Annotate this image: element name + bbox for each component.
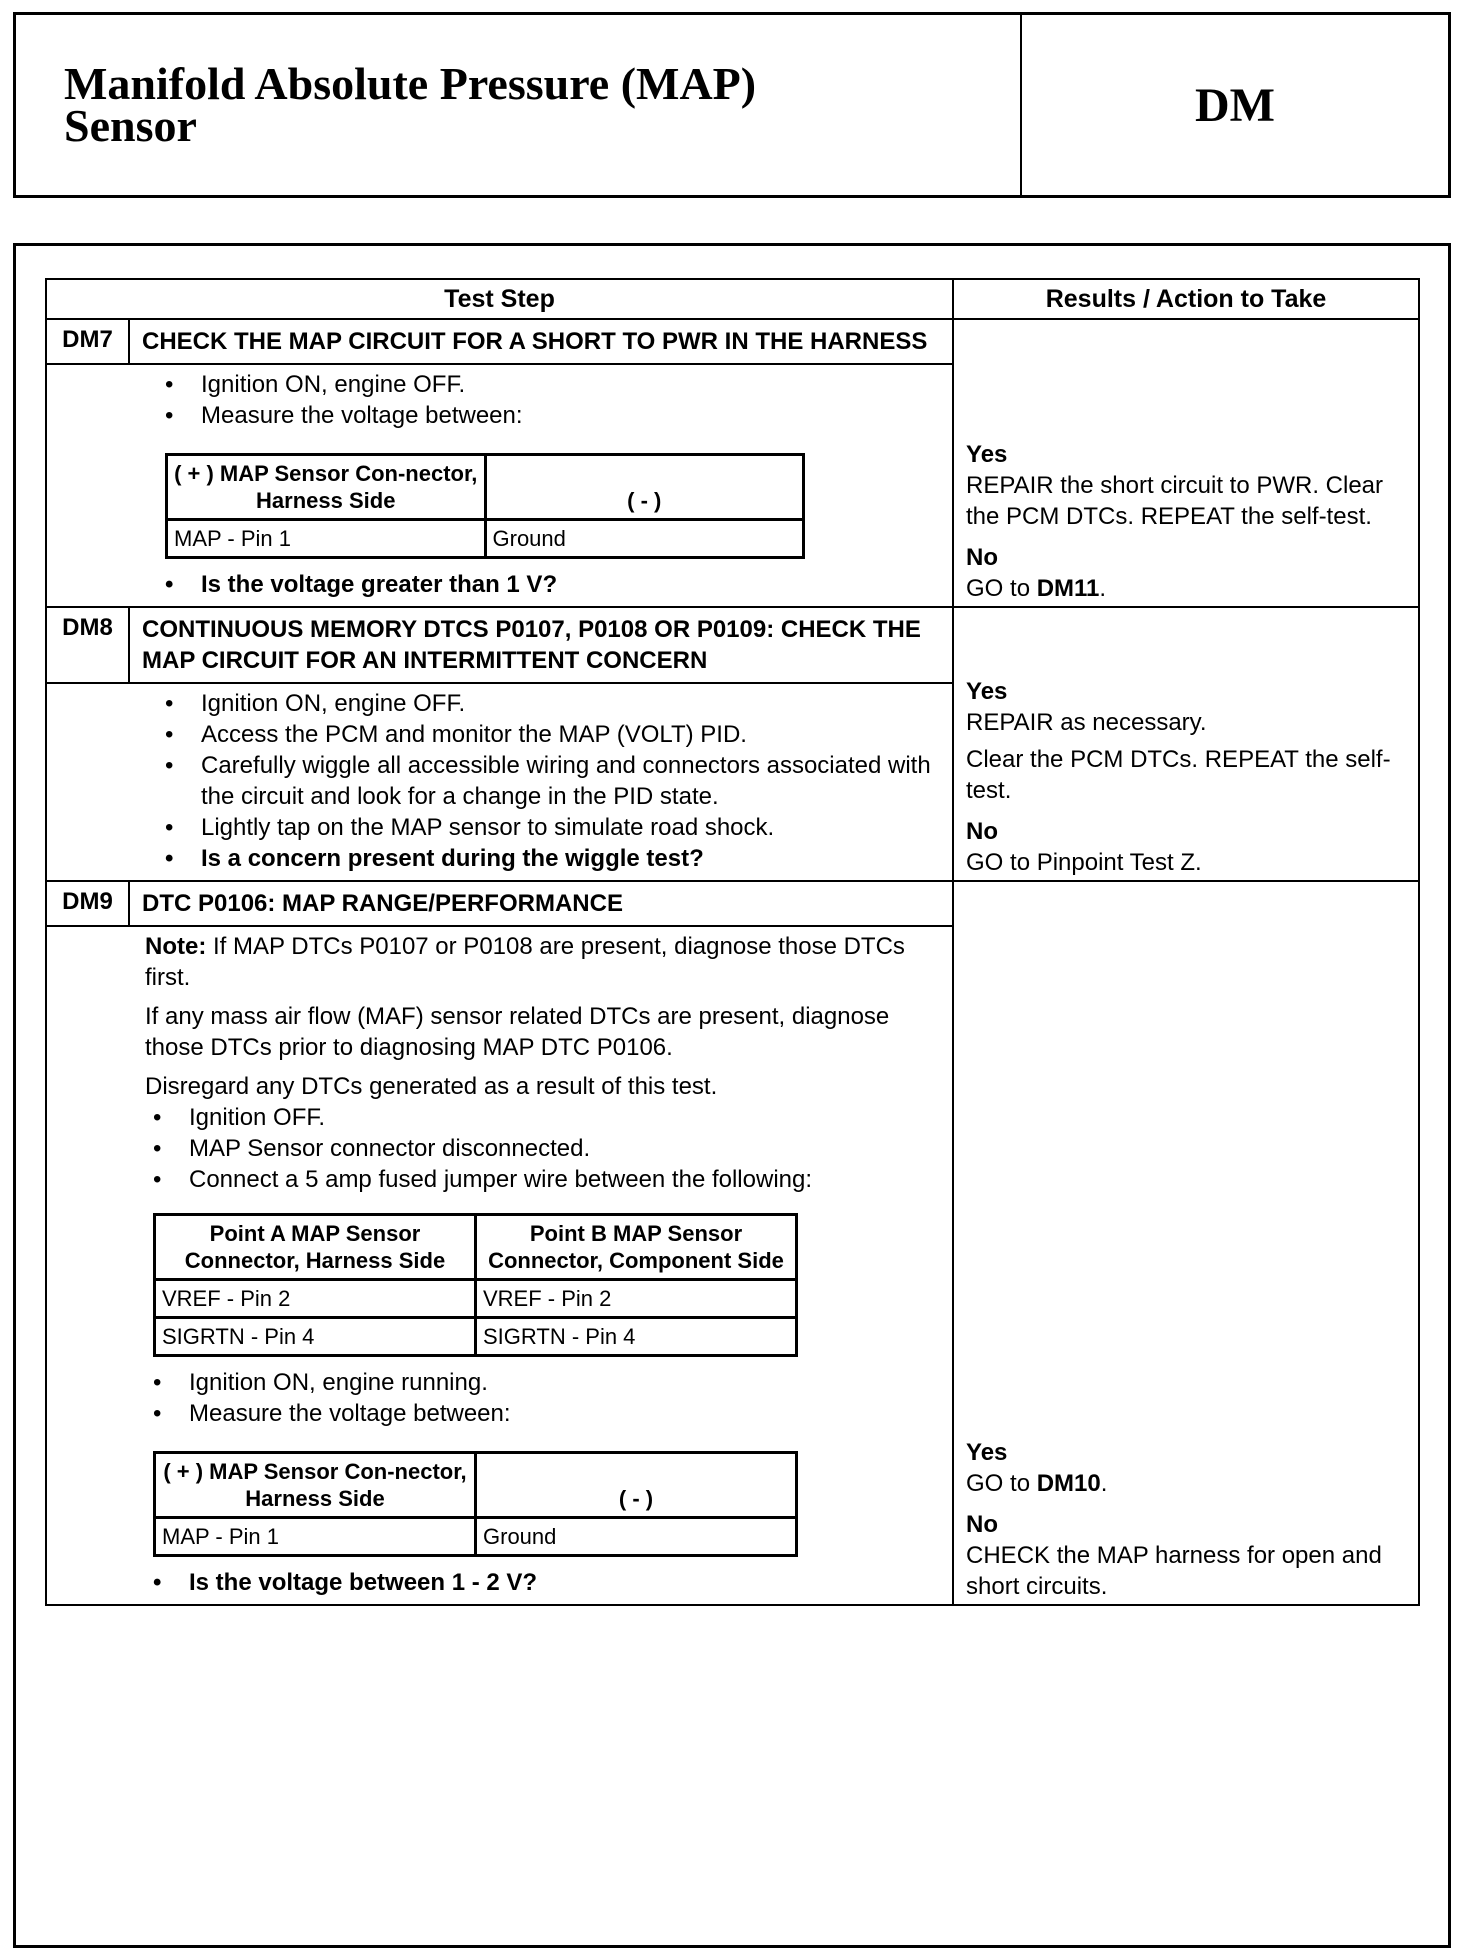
meter-head-positive: ( + ) MAP Sensor Con-nector, Harness Side [155, 1453, 476, 1518]
step-id: DM9 [46, 881, 129, 926]
step-body [46, 926, 953, 1605]
instruction: • Connect a 5 amp fused jumper wire between the following: [189, 1164, 942, 1195]
step-title: CONTINUOUS MEMORY DTCS P0107, P0108 OR P0109: CHECK THE MAP CIRCUIT FOR AN INTERMITTENT CONCERN [129, 607, 953, 683]
page-header [13, 12, 1451, 198]
meter-table [153, 1451, 798, 1557]
result-yes-label: Yes [966, 441, 1008, 468]
result-yes-text: Clear the PCM DTCs. REPEAT the self-test. [966, 746, 1391, 804]
meter-head-negative: ( - ) [476, 1453, 797, 1518]
table-header-row [46, 279, 1419, 319]
instruction: • Access the PCM and monitor the MAP (VOLT) PID. [201, 719, 942, 750]
step-body [46, 683, 953, 881]
meter-cell: Ground [476, 1518, 797, 1556]
result-yes-label: Yes [966, 1439, 1008, 1466]
result-yes-text: GO to DM10. [966, 1470, 1108, 1497]
step-title: DTC P0106: MAP RANGE/PERFORMANCE [129, 881, 953, 926]
goto-link-dm11[interactable]: DM11 [1036, 575, 1100, 602]
meter-cell: Ground [485, 520, 804, 558]
header-results: Results / Action to Take [953, 279, 1419, 319]
jumper-head-point-b: Point B MAP Sensor Connector, Component Side [476, 1215, 797, 1280]
result-no-label: No [966, 1511, 999, 1538]
section-code: DM [1195, 78, 1275, 132]
instruction: • Ignition ON, engine running. [189, 1367, 942, 1398]
page-title [16, 15, 1022, 195]
jumper-cell: SIGRTN - Pin 4 [476, 1318, 797, 1356]
result-no-text: GO to Pinpoint Test Z. [966, 849, 1202, 876]
step-id: DM8 [46, 607, 129, 683]
goto-link-dm10[interactable]: DM10 [1036, 1470, 1101, 1497]
instruction: • Lightly tap on the MAP sensor to simulate road shock. [201, 812, 942, 843]
instruction: • Ignition ON, engine OFF. [201, 369, 942, 400]
result-no-text: CHECK the MAP harness for open and short circuits. [966, 1542, 1382, 1600]
jumper-cell: VREF - Pin 2 [155, 1280, 476, 1318]
result-yes-label: Yes [966, 678, 1008, 705]
step-body [46, 364, 953, 607]
meter-head-positive: ( + ) MAP Sensor Con-nector, Harness Side [167, 455, 486, 520]
step-title: CHECK THE MAP CIRCUIT FOR A SHORT TO PWR IN THE HARNESS [129, 319, 953, 364]
result-yes-text: REPAIR as necessary. [966, 709, 1207, 736]
step-row-dm8 [46, 607, 1419, 683]
paragraph: If any mass air flow (MAF) sensor related DTCs are present, diagnose those DTCs prior to diagnosing MAP DTC P0106. [145, 1003, 890, 1061]
jumper-head-point-a: Point A MAP Sensor Connector, Harness Side [155, 1215, 476, 1280]
step-results [953, 881, 1419, 1605]
result-no-text: GO to DM11. [966, 575, 1107, 602]
jumper-table [153, 1213, 798, 1357]
result-no-label: No [966, 544, 999, 571]
page-title-line2: Sensor [64, 100, 197, 151]
meter-table [165, 453, 805, 559]
question: • Is a concern present during the wiggle test? [201, 843, 942, 874]
step-row-dm7 [46, 319, 1419, 364]
meter-head-negative: ( - ) [485, 455, 804, 520]
step-id: DM7 [46, 319, 129, 364]
step-results [953, 607, 1419, 881]
instruction: • Ignition OFF. [189, 1102, 942, 1133]
note: Note: If MAP DTCs P0107 or P0108 are present, diagnose those DTCs first. [145, 933, 905, 991]
jumper-cell: SIGRTN - Pin 4 [155, 1318, 476, 1356]
question: • Is the voltage greater than 1 V? [201, 569, 942, 600]
step-row-dm9 [46, 881, 1419, 926]
page-title-line1: Manifold Absolute Pressure (MAP) [64, 58, 757, 109]
diagnostic-table [45, 278, 1420, 1606]
meter-cell: MAP - Pin 1 [155, 1518, 476, 1556]
question: • Is the voltage between 1 - 2 V? [189, 1567, 942, 1598]
note-label: Note: [145, 933, 207, 960]
instruction: • Measure the voltage between: [201, 400, 942, 431]
step-results [953, 319, 1419, 607]
jumper-cell: VREF - Pin 2 [476, 1280, 797, 1318]
instruction: • Carefully wiggle all accessible wiring and connectors associated with the circuit and look for a change in the PID state. [201, 750, 942, 812]
meter-cell: MAP - Pin 1 [167, 520, 486, 558]
header-test-step: Test Step [46, 279, 953, 319]
content-frame [13, 243, 1451, 1948]
result-yes-text: REPAIR the short circuit to PWR. Clear the PCM DTCs. REPEAT the self-test. [966, 472, 1384, 530]
instruction: • MAP Sensor connector disconnected. [189, 1133, 942, 1164]
instruction: • Measure the voltage between: [189, 1398, 942, 1429]
instruction: • Ignition ON, engine OFF. [201, 688, 942, 719]
result-no-label: No [966, 818, 999, 845]
paragraph: Disregard any DTCs generated as a result of this test. [145, 1073, 718, 1100]
